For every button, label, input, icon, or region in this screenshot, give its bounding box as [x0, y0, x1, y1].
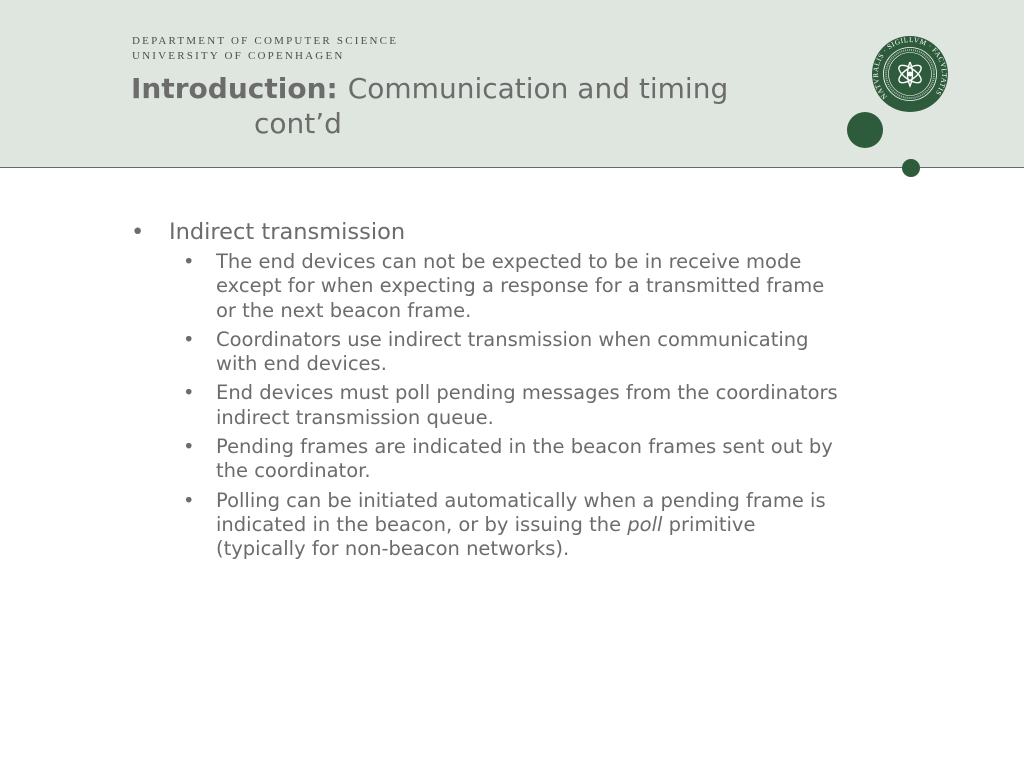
poll-primitive-italic: poll [627, 512, 663, 536]
faculty-seal-logo [870, 34, 950, 114]
decorative-circle-small [902, 159, 920, 177]
sub-bullet-line: the coordinator. [216, 459, 371, 483]
sub-bullet-glyph: • [183, 250, 195, 273]
sub-bullet-line: with end devices. [216, 352, 387, 376]
sub-bullet-line: Polling can be initiated automatically when a pending frame is [216, 488, 826, 512]
sub-bullet-glyph: • [183, 488, 195, 512]
sub-bullet-item [183, 327, 838, 377]
seal-emblem-core [908, 72, 913, 77]
bullet-heading: Indirect transmission [169, 219, 406, 245]
sub-bullet-line: End devices must poll pending messages from the coordinators [216, 381, 838, 405]
sub-bullet-line: except for when expecting a response for a transmitted frame [216, 274, 825, 298]
sub-bullet-line: or the next beacon frame. [216, 298, 472, 322]
sub-bullet-line-mixed [216, 513, 838, 537]
university-name: UNIVERSITY OF COPENHAGEN [132, 50, 345, 62]
slide-title [131, 72, 728, 106]
decorative-circle-large [847, 112, 883, 148]
sub-bullet-item [183, 381, 838, 430]
sub-bullet-line: Coordinators use indirect transmission when communicating [216, 327, 809, 351]
bullet-glyph: • [131, 219, 145, 245]
sub-bullet-glyph: • [183, 435, 195, 459]
sub-bullet-line: The end devices can not be expected to be in receive mode [216, 250, 802, 273]
sub-bullet-line: Pending frames are indicated in the beacon frames sent out by [216, 435, 833, 459]
title-bold-part: Introduction: [131, 72, 338, 105]
sub-bullet-item [183, 250, 838, 323]
title-regular-part: Communication and timing [347, 72, 729, 105]
bullet-level1 [0, 218, 1024, 246]
sub-bullet-item [183, 488, 838, 562]
sub-bullet-line: indirect transmission queue. [216, 405, 494, 429]
sub-bullet-line: (typically for non-beacon networks). [216, 537, 570, 561]
seal-inscription-path: NATVRALIS · SIGILLVM · FACVLTATIS [871, 35, 949, 101]
sub-bullet-list [183, 250, 838, 562]
line-text-after: primitive [662, 512, 756, 536]
sub-bullet-glyph: • [183, 327, 195, 351]
department-name: DEPARTMENT OF COMPUTER SCIENCE [132, 35, 399, 47]
line-text-before: indicated in the beacon, or by issuing the [216, 512, 628, 536]
title-continuation: cont’d [254, 107, 342, 140]
sub-bullet-item [183, 435, 838, 484]
sub-bullet-glyph: • [183, 381, 195, 405]
